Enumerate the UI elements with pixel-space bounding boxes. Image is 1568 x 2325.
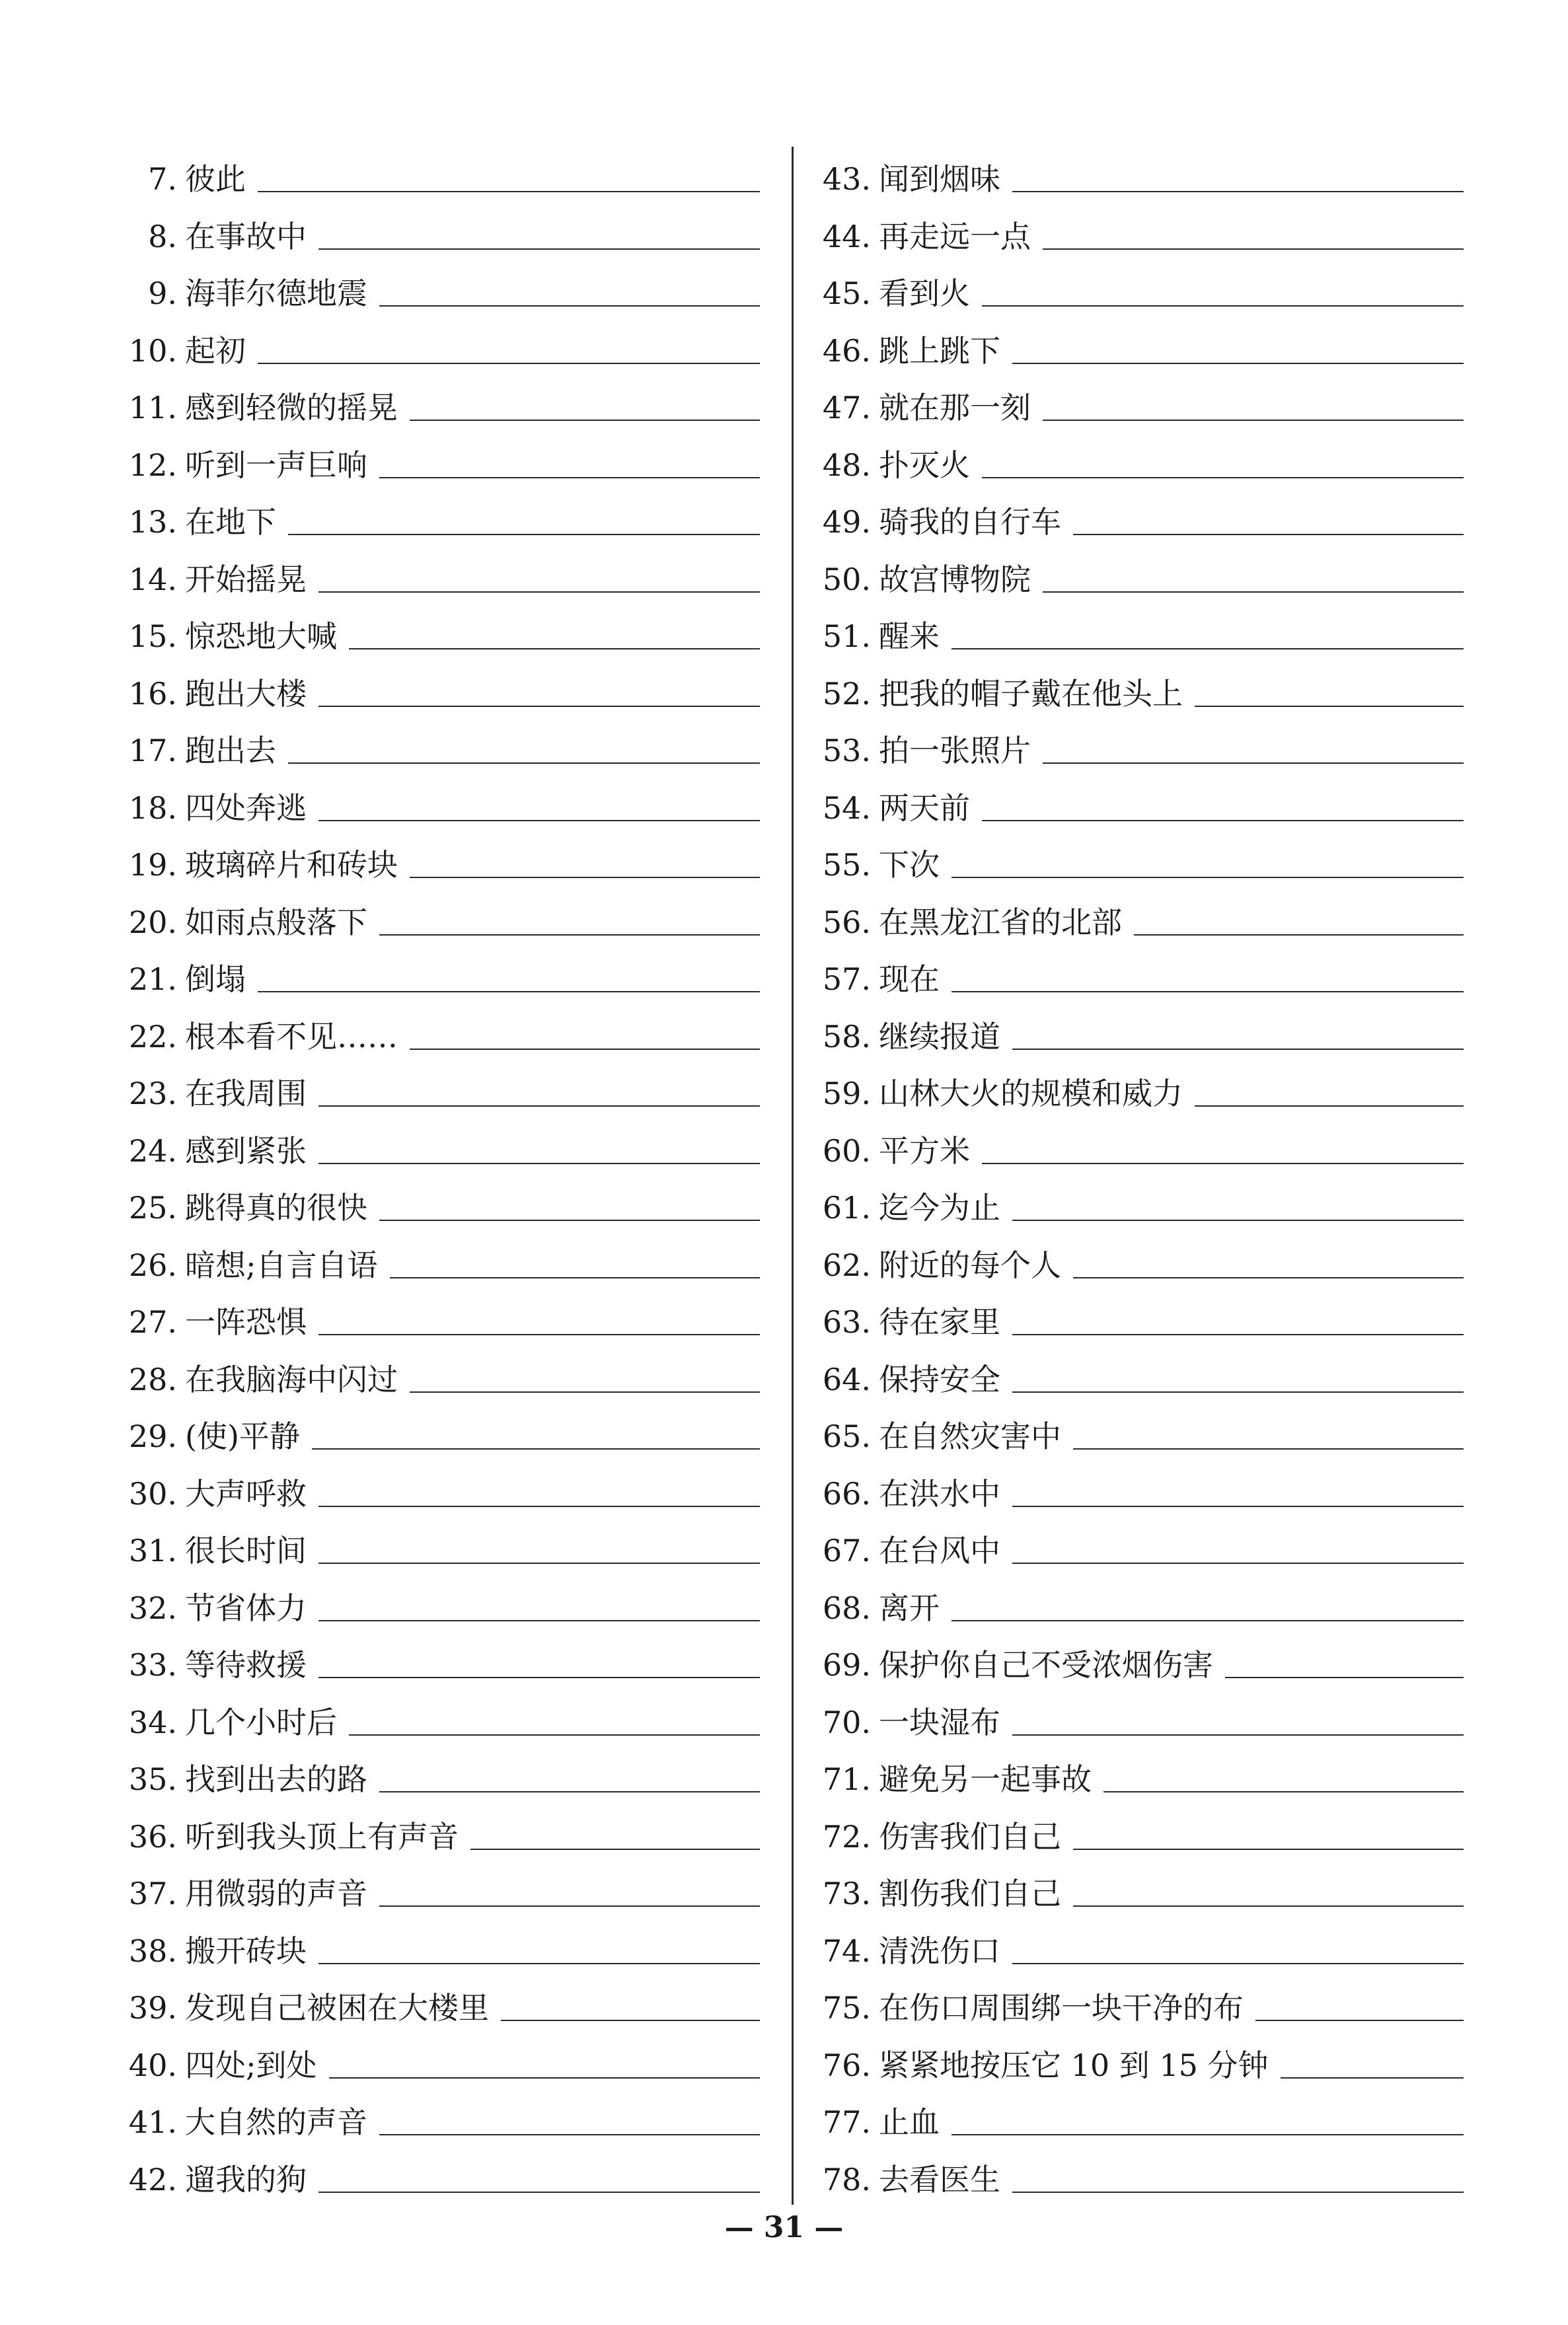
item-number: 43. [822,161,871,197]
item-number: 7. [148,161,177,197]
item-phrase: 紧紧地按压它 10 到 15 分钟 [879,2048,1269,2083]
item-phrase: 现在 [879,961,940,997]
item-phrase: 在黑龙江省的北部 [879,904,1122,940]
exercise-item [99,1399,760,1456]
item-phrase: 去看医生 [879,2162,1000,2197]
item-phrase: 玻璃碎片和砖块 [185,847,398,883]
item-number: 69. [822,1647,871,1683]
exercise-item [99,1114,760,1171]
answer-blank-line[interactable] [1012,1563,1464,1564]
item-number: 72. [822,1819,871,1855]
exercise-item [99,1914,760,1971]
item-number: 70. [822,1705,871,1740]
item-number: 31. [128,1533,177,1568]
item-number: 29. [128,1419,177,1454]
exercise-item [803,657,1464,714]
exercise-item [803,1914,1464,1971]
exercise-item [803,1571,1464,1628]
answer-blank-line[interactable] [318,2192,760,2193]
item-phrase: 几个小时后 [185,1705,337,1740]
answer-blank-line[interactable] [318,1620,760,1621]
answer-blank-line[interactable] [1281,2077,1464,2079]
item-phrase: 感到轻微的摇晃 [185,390,398,425]
exercise-item [803,1514,1464,1570]
item-phrase: 在洪水中 [879,1476,1000,1512]
answer-blank-line[interactable] [379,1791,760,1792]
item-phrase: 彼此 [185,161,246,197]
answer-blank-line[interactable] [349,1734,760,1736]
answer-blank-line[interactable] [1073,1849,1464,1850]
answer-blank-line[interactable] [318,1963,760,1964]
exercise-item [99,1685,760,1742]
exercise-item [803,1628,1464,1685]
item-number: 11. [128,390,177,425]
item-number: 44. [822,219,871,254]
exercise-item [99,1571,760,1628]
item-number: 46. [822,333,871,369]
item-phrase: 跑出去 [185,733,276,768]
answer-blank-line[interactable] [1073,1448,1464,1450]
exercise-item [803,1399,1464,1456]
answer-blank-line[interactable] [1012,1506,1464,1507]
exercise-item [99,714,760,770]
answer-blank-line[interactable] [1073,1277,1464,1278]
exercise-item [99,1056,760,1113]
answer-blank-line[interactable] [410,420,760,421]
item-number: 14. [128,562,177,597]
item-phrase: 惊恐地大喊 [185,618,337,654]
exercise-item [99,314,760,371]
exercise-item [803,1114,1464,1171]
exercise-item [803,1171,1464,1228]
exercise-item [803,542,1464,599]
exercise-item [803,2143,1464,2199]
exercise-item [99,142,760,199]
column-divider [792,147,794,2205]
exercise-item [99,599,760,656]
answer-blank-line[interactable] [1043,248,1464,250]
item-phrase: 拍一张照片 [879,733,1031,768]
item-number: 54. [803,788,879,828]
item-number: 67. [822,1533,871,1568]
item-number: 45. [822,276,871,311]
answer-blank-line[interactable] [982,305,1464,307]
answer-blank-line[interactable] [1012,1220,1464,1221]
exercise-item [99,657,760,714]
exercise-item [803,200,1464,256]
item-phrase: 平方米 [879,1133,970,1169]
answer-blank-line[interactable] [1043,762,1464,764]
exercise-item [99,542,760,599]
item-phrase: 在地下 [185,504,276,540]
item-phrase: 倒塌 [185,961,246,997]
answer-blank-line[interactable] [952,877,1464,878]
exercise-item [803,1857,1464,1913]
item-phrase: 节省体力 [185,1590,307,1626]
item-phrase: 暗想;自言自语 [185,1247,378,1283]
item-phrase: 开始摇晃 [185,562,307,597]
item-number: 64. [822,1362,871,1397]
item-number: 30. [128,1476,177,1512]
exercise-item [803,314,1464,371]
answer-blank-line[interactable] [258,191,760,192]
answer-blank-line[interactable] [1195,1105,1464,1107]
answer-blank-line[interactable] [318,1677,760,1678]
exercise-item [803,1685,1464,1742]
exercise-item [99,2143,760,2199]
answer-blank-line[interactable] [318,1105,760,1107]
item-phrase: 保护你自己不受浓烟伤害 [879,1647,1213,1683]
answer-blank-line[interactable] [379,305,760,307]
answer-blank-line[interactable] [318,1334,760,1335]
exercise-item [803,885,1464,942]
item-number: 18. [128,790,177,826]
item-number: 36. [128,1819,177,1855]
item-phrase: 海菲尔德地震 [185,276,367,311]
answer-blank-line[interactable] [318,706,760,707]
exercise-item [803,1971,1464,2028]
exercise-item [99,1971,760,2028]
item-phrase: 伤害我们自己 [879,1819,1061,1855]
item-phrase: 遛我的狗 [185,2162,307,2197]
exercise-item [803,1228,1464,1285]
item-phrase: 骑我的自行车 [879,504,1061,540]
exercise-item [803,256,1464,313]
answer-blank-line[interactable] [410,1049,760,1050]
item-phrase: 听到我头顶上有声音 [185,1819,459,1855]
item-number: 77. [822,2104,871,2140]
answer-blank-line[interactable] [501,2020,760,2021]
item-phrase: 再走远一点 [879,219,1031,254]
exercise-item [99,1742,760,1799]
exercise-item [99,1000,760,1056]
item-phrase: 割伤我们自己 [879,1876,1061,1911]
answer-blank-line[interactable] [379,477,760,478]
item-phrase: 在自然灾害中 [879,1419,1061,1454]
exercise-item [99,828,760,885]
item-phrase: 大自然的声音 [185,2104,367,2140]
exercise-item [803,2085,1464,2142]
answer-blank-line[interactable] [1012,1334,1464,1335]
item-phrase: 四处;到处 [185,2048,317,2083]
answer-blank-line[interactable] [312,1448,760,1450]
exercise-item [803,428,1464,485]
answer-blank-line[interactable] [410,877,760,878]
exercise-item [803,714,1464,770]
item-number: 32. [128,1590,177,1626]
item-number: 17. [128,733,177,768]
exercise-item [99,942,760,999]
answer-blank-line[interactable] [318,820,760,821]
answer-blank-line[interactable] [1012,1734,1464,1736]
answer-blank-line[interactable] [1012,363,1464,364]
exercise-item [99,885,760,942]
item-phrase: 四处奔逃 [185,790,307,826]
item-phrase: 在伤口周围绑一块干净的布 [879,1990,1244,2026]
item-phrase: 根本看不见…… [185,1019,398,1054]
item-phrase: 在我脑海中闪过 [185,1362,398,1397]
item-number: 63. [822,1304,871,1340]
item-phrase: 很长时间 [185,1533,307,1568]
answer-blank-line[interactable] [1043,591,1464,593]
answer-blank-line[interactable] [1134,934,1464,936]
item-number: 10. [128,333,177,369]
item-number: 52. [822,676,871,712]
item-phrase: 离开 [879,1590,940,1626]
item-phrase: 用微弱的声音 [185,1876,367,1911]
item-phrase: 在我周围 [185,1076,307,1111]
answer-blank-line[interactable] [1012,1391,1464,1393]
answer-blank-line[interactable] [1073,534,1464,535]
item-phrase: 附近的每个人 [879,1247,1061,1283]
item-phrase: 迄今为止 [879,1190,1000,1226]
answer-blank-line[interactable] [470,1849,760,1850]
item-number: 47. [822,390,871,425]
exercise-item [99,200,760,256]
answer-blank-line[interactable] [288,762,760,764]
item-number: 53. [822,733,871,768]
answer-blank-line[interactable] [390,1277,761,1278]
item-number: 16. [128,676,177,712]
item-phrase: 找到出去的路 [185,1761,367,1797]
answer-blank-line[interactable] [952,2134,1464,2135]
item-number: 58. [822,1019,871,1054]
item-phrase: 扑灭火 [879,447,970,483]
item-phrase: 山林大火的规模和威力 [879,1076,1183,1111]
item-phrase: 把我的帽子戴在他头上 [879,676,1183,712]
exercise-item [99,771,760,828]
item-phrase: 止血 [879,2104,940,2140]
exercise-item [803,1056,1464,1113]
item-number: 39. [128,1990,177,2026]
item-number: 65. [822,1419,871,1454]
answer-blank-line[interactable] [318,591,760,593]
answer-blank-line[interactable] [1012,1049,1464,1050]
item-phrase: 跑出大楼 [185,676,307,712]
answer-blank-line[interactable] [288,534,760,535]
item-number: 71. [822,1761,871,1797]
exercise-item [99,1343,760,1399]
item-number: 74. [822,1933,871,1969]
item-number: 15. [128,618,177,654]
item-phrase: 清洗伤口 [879,1933,1000,1969]
exercise-item [803,599,1464,656]
exercise-item [803,1343,1464,1399]
exercise-item [99,2085,760,2142]
item-number: 13. [128,504,177,540]
item-number: 76. [822,2048,871,2083]
item-number: 27. [128,1304,177,1340]
item-number: 21. [128,961,177,997]
item-number: 75. [822,1990,871,2026]
item-number: 8. [148,219,177,254]
answer-blank-line[interactable] [349,648,760,649]
answer-blank-line[interactable] [952,991,1464,992]
item-phrase: 看到火 [879,276,970,311]
item-number: 55. [822,847,871,883]
item-phrase: 搬开砖块 [185,1933,307,1969]
item-number: 49. [803,502,879,542]
item-number: 19. [128,847,177,883]
item-number: 62. [822,1247,871,1283]
item-phrase: 待在家里 [879,1304,1000,1340]
answer-blank-line[interactable] [1103,1791,1464,1792]
exercise-item [99,1514,760,1570]
item-number: 23. [128,1076,177,1111]
exercise-item [99,256,760,313]
item-phrase: 等待救援 [185,1647,307,1683]
answer-blank-line[interactable] [952,648,1464,649]
answer-blank-line[interactable] [379,2134,760,2135]
answer-blank-line[interactable] [952,1620,1464,1621]
answer-blank-line[interactable] [379,934,760,936]
exercise-item [803,828,1464,885]
item-phrase: 下次 [879,847,940,883]
item-phrase: (使)平静 [185,1419,300,1454]
exercise-item [99,1171,760,1228]
item-number: 78. [822,2162,871,2197]
answer-blank-line[interactable] [258,363,760,364]
item-number: 9. [99,274,185,313]
item-phrase: 避免另一起事故 [879,1761,1092,1797]
answer-blank-line[interactable] [318,1563,760,1564]
exercise-item [803,485,1464,542]
answer-blank-line[interactable] [379,1905,760,1907]
item-number: 48. [822,447,871,483]
item-phrase: 继续报道 [879,1019,1000,1054]
exercise-item [99,428,760,485]
answer-blank-line[interactable] [379,1220,760,1221]
exercise-item [99,1457,760,1514]
answer-blank-line[interactable] [982,477,1464,478]
item-phrase: 闻到烟味 [879,161,1000,197]
item-number: 40. [128,2048,177,2083]
exercise-item [99,1285,760,1342]
answer-blank-line[interactable] [318,1163,760,1164]
item-number: 41. [128,2104,177,2140]
item-number: 50. [822,562,871,597]
item-number: 22. [128,1019,177,1054]
item-number: 24. [128,1133,177,1169]
exercise-item [99,1228,760,1285]
item-number: 68. [822,1590,871,1626]
exercise-item [803,371,1464,427]
answer-blank-line[interactable] [982,820,1464,821]
exercise-item [99,1628,760,1685]
item-phrase: 大声呼救 [185,1476,307,1512]
item-number: 42. [128,2162,177,2197]
item-phrase: 就在那一刻 [879,390,1031,425]
exercise-item [99,1857,760,1913]
exercise-item [803,1800,1464,1857]
page-number: — 31 — [724,2211,844,2244]
item-number: 37. [128,1876,177,1911]
exercise-item [99,2028,760,2085]
item-phrase: 发现自己被困在大楼里 [185,1990,489,2026]
answer-blank-line[interactable] [1012,2192,1464,2193]
item-number: 73. [822,1876,871,1911]
exercise-item [803,1000,1464,1056]
item-phrase: 一阵恐惧 [185,1304,307,1340]
answer-blank-line[interactable] [1012,1963,1464,1964]
item-phrase: 听到一声巨响 [185,447,367,483]
answer-blank-line[interactable] [982,1163,1464,1164]
item-number: 61. [822,1190,871,1226]
item-number: 25. [128,1190,177,1226]
exercise-item [803,2028,1464,2085]
answer-blank-line[interactable] [1195,706,1464,707]
item-number: 51. [822,618,871,654]
exercise-item [803,142,1464,199]
item-number: 60. [822,1133,871,1169]
item-phrase: 故宫博物院 [879,562,1031,597]
answer-blank-line[interactable] [318,248,760,250]
answer-blank-line[interactable] [318,1506,760,1507]
item-phrase: 一块湿布 [879,1705,1000,1740]
exercise-item [99,485,760,542]
item-number: 12. [128,447,177,483]
item-number: 26. [128,1247,177,1283]
item-phrase: 保持安全 [879,1362,1000,1397]
answer-blank-line[interactable] [258,991,760,992]
item-number: 66. [822,1476,871,1512]
item-number: 20. [128,904,177,940]
item-phrase: 醒来 [879,618,940,654]
item-number: 59. [822,1076,871,1111]
exercise-item [803,1457,1464,1514]
item-number: 35. [128,1761,177,1797]
item-number: 33. [128,1647,177,1683]
exercise-item [803,1742,1464,1799]
item-phrase: 跳得真的很快 [185,1190,367,1226]
answer-blank-line[interactable] [1012,191,1464,192]
item-phrase: 如雨点般落下 [185,904,367,940]
answer-blank-line[interactable] [1225,1677,1464,1678]
exercise-item [803,771,1464,828]
exercise-item [99,1800,760,1857]
item-number: 28. [128,1362,177,1397]
item-phrase: 跳上跳下 [879,333,1000,369]
answer-blank-line[interactable] [1255,2020,1464,2021]
answer-blank-line[interactable] [410,1391,760,1393]
answer-blank-line[interactable] [1073,1905,1464,1907]
answer-blank-line[interactable] [1043,420,1464,421]
item-phrase: 两天前 [879,790,970,826]
exercise-item [99,371,760,427]
item-phrase: 感到紧张 [185,1133,307,1169]
item-phrase: 起初 [185,333,246,369]
item-phrase: 在台风中 [879,1533,1000,1568]
item-number: 56. [803,903,879,942]
exercise-item [803,942,1464,999]
exercise-item [803,1285,1464,1342]
item-number: 57. [822,961,871,997]
item-number: 38. [128,1933,177,1969]
item-phrase: 在事故中 [185,219,307,254]
answer-blank-line[interactable] [329,2077,761,2079]
item-number: 34. [128,1705,177,1740]
